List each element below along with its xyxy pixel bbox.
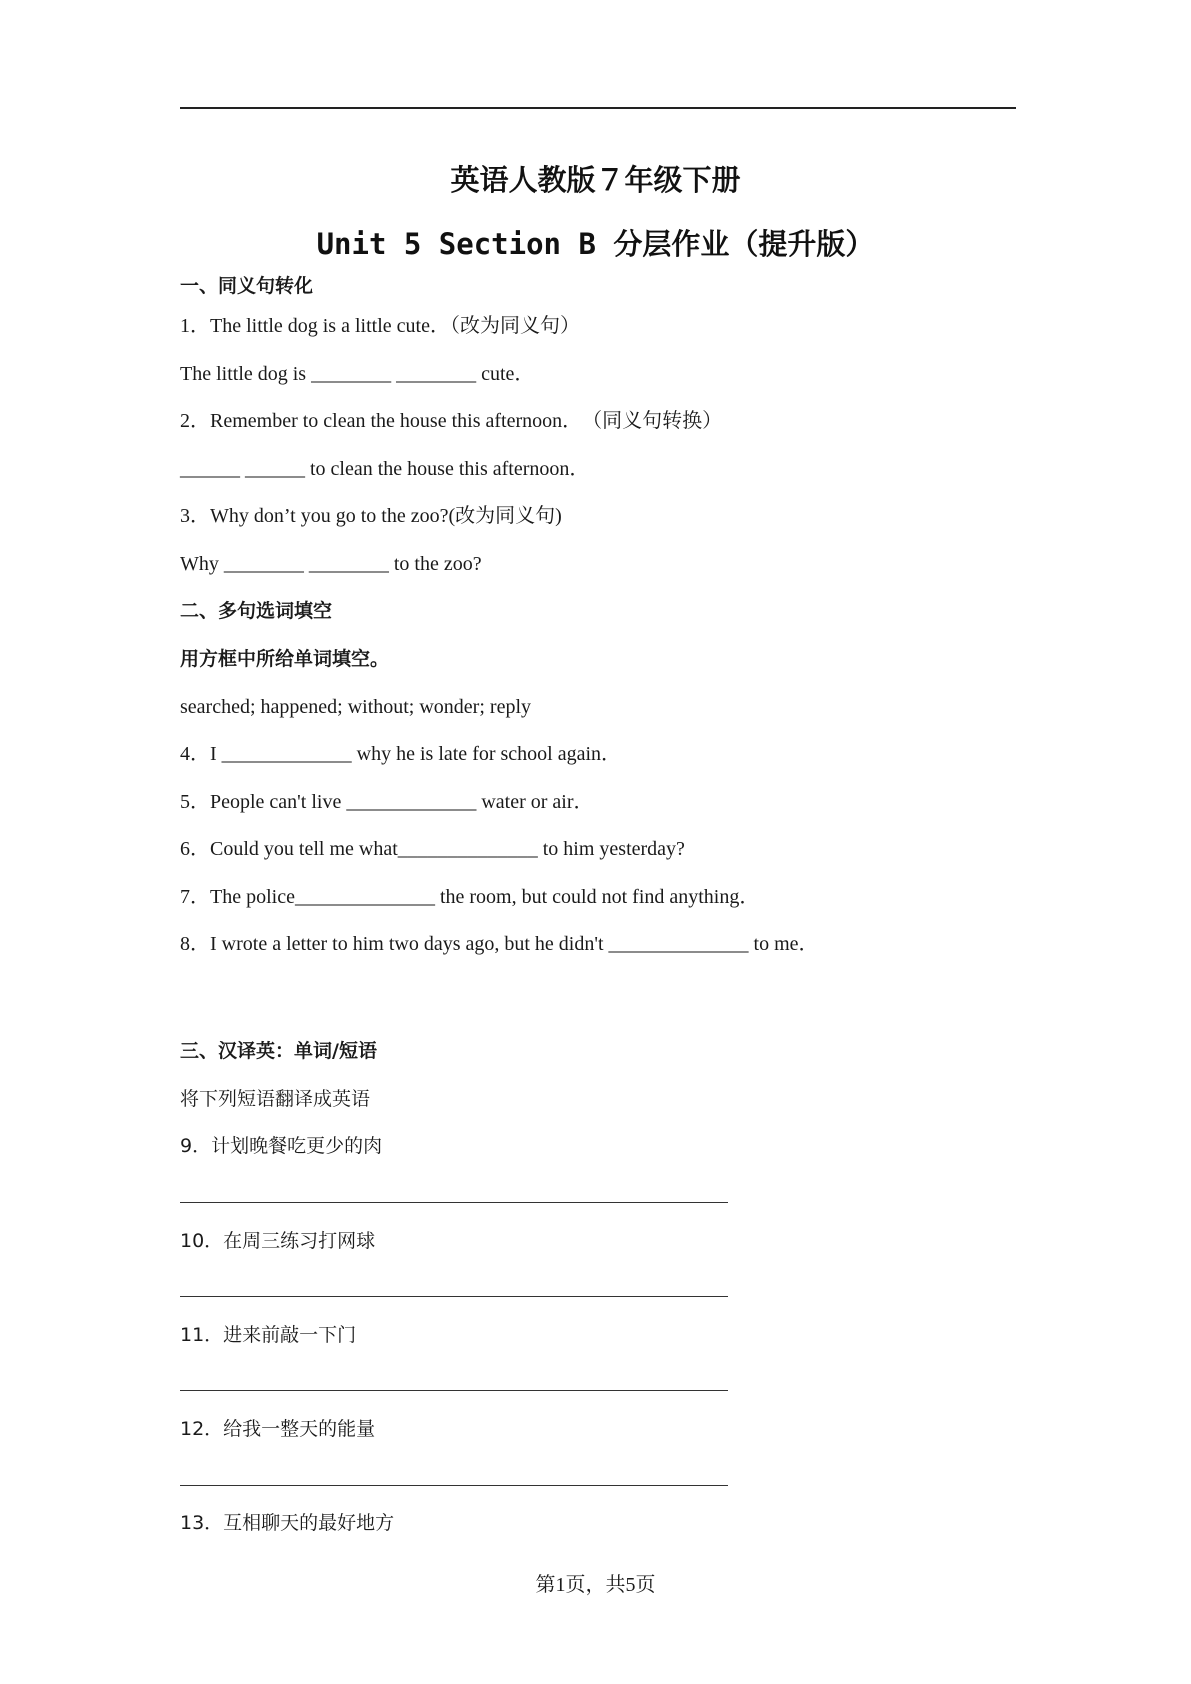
section-2-heading: 二、多句选词填空 (180, 600, 333, 622)
section-3-heading: 三、汉译英：单词/短语 (180, 1040, 377, 1062)
question-10-answer-line (180, 1296, 728, 1297)
section-3-instruction: 将下列短语翻译成英语 (180, 1088, 371, 1110)
question-7: 7．The police______________ the room, but could not find anything． (180, 886, 760, 908)
question-3: 3．Why don’t you go to the zoo?(改为同义句) (180, 505, 562, 527)
question-11: 11．进来前敲一下门 (180, 1324, 357, 1346)
question-13: 13．互相聊天的最好地方 (180, 1512, 395, 1534)
question-1: 1．The little dog is a little cute．（改为同义句） (180, 315, 580, 337)
subtitle-cn: 分层作业（提升版） (613, 227, 875, 261)
question-12: 12．给我一整天的能量 (180, 1418, 376, 1440)
section-1-heading: 一、同义句转化 (180, 275, 314, 297)
question-8: 8．I wrote a letter to him two days ago, but he didn't ______________ to me． (180, 933, 819, 955)
question-6: 6．Could you tell me what______________ to him yesterday? (180, 838, 685, 860)
subtitle-en: Unit 5 Section B (316, 227, 614, 261)
question-9: 9．计划晚餐吃更少的肉 (180, 1135, 383, 1157)
question-12-answer-line (180, 1485, 728, 1486)
document-subtitle (0, 222, 1191, 263)
question-1-answer: The little dog is ________ ________ cute． (180, 363, 535, 385)
question-2-answer: ______ ______ to clean the house this afternoon． (180, 458, 590, 480)
word-bank: searched; happened; without; wonder; reply (180, 696, 531, 718)
document-title: 英语人教版７年级下册 (450, 163, 741, 197)
question-2: 2．Remember to clean the house this afternoon． （同义句转换） (180, 410, 723, 432)
header-rule (180, 107, 1016, 109)
question-11-answer-line (180, 1390, 728, 1391)
question-3-answer: Why ________ ________ to the zoo? (180, 553, 482, 575)
question-10: 10．在周三练习打网球 (180, 1230, 376, 1252)
page-number: 第1页，共5页 (535, 1574, 656, 1596)
section-2-instruction: 用方框中所给单词填空。 (180, 648, 390, 670)
question-9-answer-line (180, 1202, 728, 1203)
question-4: 4．I _____________ why he is late for school again． (180, 743, 622, 765)
question-5: 5．People can't live _____________ water or air． (180, 791, 594, 813)
